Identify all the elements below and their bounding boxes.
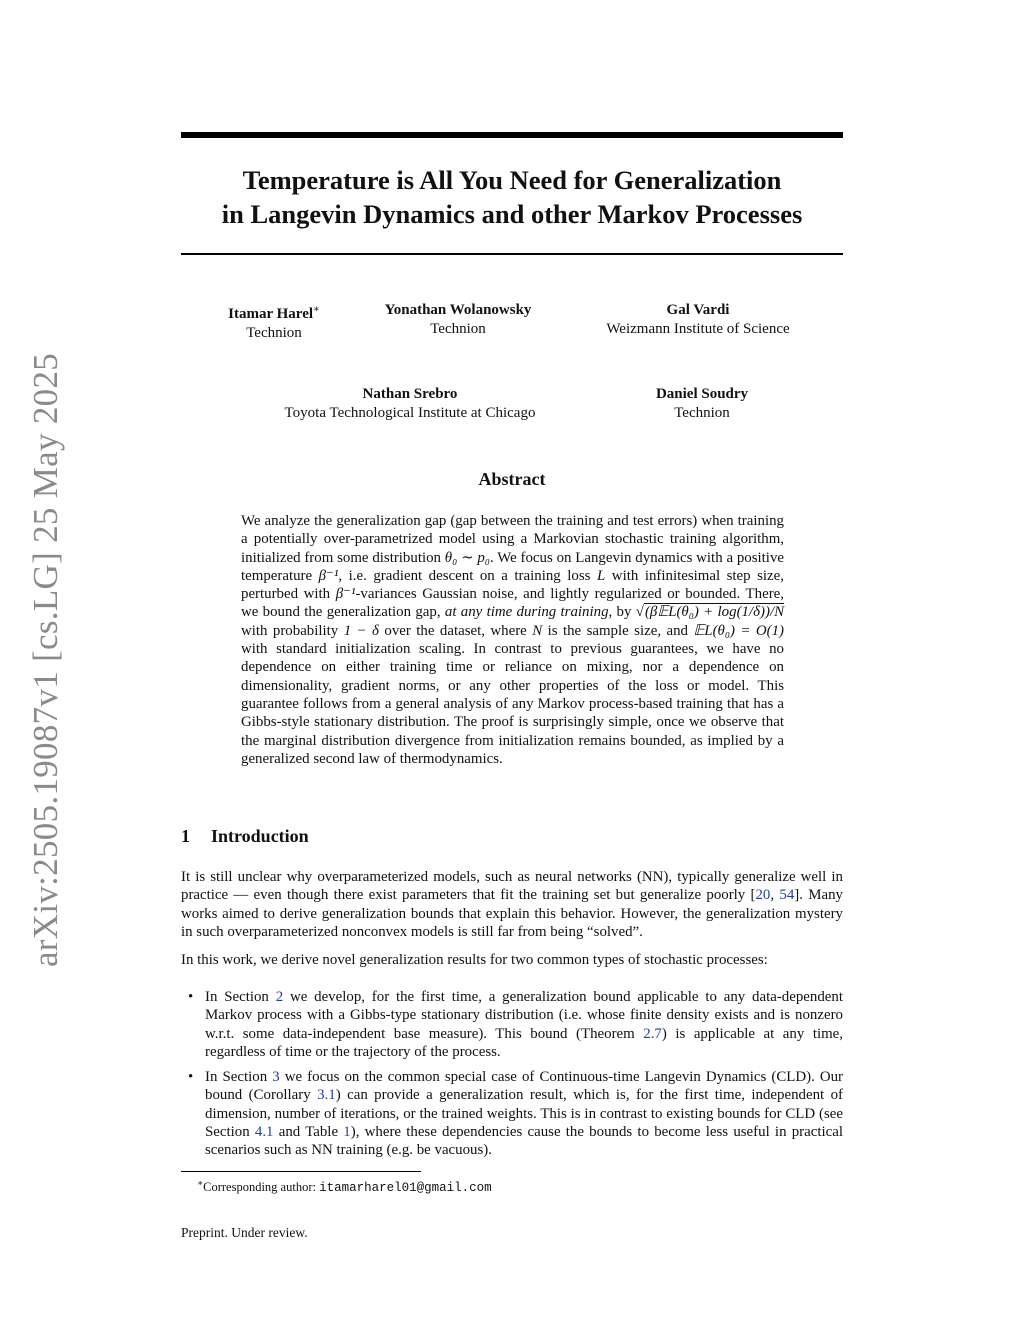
author-5 (640, 385, 764, 422)
abstract-text: , by (608, 604, 636, 621)
list-item-text: we focus on the common special case of Continuous-time Langevin Dynamics (CLD). Our bound (Corollary (205, 1069, 844, 1104)
list-item-text: we develop, for the first time, a generalization bound applicable to any data-dependent Markov process with a Gibbs-type stationary distribution (i.e. whose finite density exists and is nonzero w.r.t. some data-independent base measure). This bound (Theorem (205, 989, 843, 1042)
abstract-text: with probability (241, 622, 344, 639)
list-item-text: ) is applicable at any time, regardless of time or the trajectory of the process. (205, 1025, 844, 1060)
author-name: Itamar Harel (228, 306, 314, 322)
author-affiliation: Technion (674, 404, 730, 421)
author-2 (368, 301, 548, 338)
abstract-text: with standard initialization scaling. In contrast to previous guarantees, we have no dependence on either training time or reliance on mixing, nor a dependence on dimensionality, gradient norms, or any other properties of the loss or model. This guarantee follows from a general analysis of any Markov process-based training that has a Gibbs-style stationary distribution. The proof is surprisingly simple, once we observe that the marginal distribution divergence from initialization remains bounded, as implied by a generalized second law of thermodynamics. (241, 641, 784, 767)
citation-link[interactable]: 20 (755, 887, 771, 904)
list-item-text: and Table (273, 1124, 344, 1141)
citation-link[interactable]: 54 (779, 887, 795, 904)
author-4 (262, 385, 558, 422)
author-affiliation: Technion (246, 324, 302, 341)
abstract-math: L (596, 567, 606, 584)
title-top-rule (181, 132, 843, 138)
paper-title (181, 163, 843, 231)
theorem-ref-link[interactable]: 2.7 (643, 1025, 662, 1042)
abstract-emphasis: at any time during training (444, 604, 609, 621)
preprint-note: Preprint. Under review. (181, 1225, 308, 1240)
abstract-math: 𝔼L(θ₀) = O(1) (693, 622, 784, 639)
section-ref-link[interactable]: 4.1 (254, 1124, 274, 1141)
footnote-mark: ∗ (197, 1178, 204, 1188)
title-line-2: in Langevin Dynamics and other Markov Processes (221, 199, 803, 229)
abstract-text: . We focus on Langevin dynamics with a positive temperature (241, 549, 784, 584)
author-name: Yonathan Wolanowsky (384, 302, 532, 318)
sqrt-symbol: √ (635, 604, 644, 621)
contribution-list (181, 988, 843, 1167)
list-item-text: In Section (205, 989, 276, 1005)
abstract-text: with infinitesimal step size, perturbed with (241, 567, 785, 603)
section-ref-link[interactable]: 3 (272, 1069, 280, 1086)
table-ref-link[interactable]: 1 (343, 1124, 351, 1141)
abstract-math: 1 − δ (343, 622, 379, 639)
author-affiliation: Technion (430, 320, 486, 337)
abstract-math: θ₀ ∼ p₀ (444, 549, 490, 566)
abstract-text: , i.e. gradient descent on a training loss (338, 567, 597, 584)
paragraph-text: It is still unclear why overparameterized models, such as neural networks (NN), typically generalize well in practice — even though there exist parameters that fit the training set but generalize poorly [ (181, 869, 843, 904)
footnote-text: Corresponding author: (203, 1180, 320, 1195)
footnote-rule (181, 1171, 421, 1172)
email-link[interactable]: itamarharel01@gmail.com (319, 1181, 492, 1196)
arxiv-identifier: arXiv:2505.19087v1 [cs.LG] 25 May 2025 (26, 352, 65, 968)
list-item (181, 1068, 843, 1159)
author-3 (590, 301, 806, 338)
author-1 (218, 301, 330, 342)
bullet-icon: • (188, 1069, 194, 1086)
corollary-ref-link[interactable]: 3.1 (317, 1087, 336, 1104)
list-item-text: In Section (205, 1069, 273, 1086)
section-heading-introduction (181, 826, 309, 847)
citation-separator: , (770, 887, 780, 904)
title-bottom-rule (181, 253, 843, 255)
section-ref-link[interactable]: 2 (275, 989, 284, 1005)
paragraph-text: ]. Many works aimed to derive generalization bounds that explain this behavior. However, the generalization mystery in such overparameterized nonconvex models is still far from being “solved”. (181, 887, 843, 940)
title-line-1: Temperature is All You Need for Generalization (242, 165, 782, 195)
list-item-text: ) can provide a generalization result, which is, for the first time, independent of dimension, number of iterations, or the trained weights. This is in contrast to existing bounds for CLD (see Section (205, 1087, 843, 1141)
author-name: Nathan Srebro (362, 386, 458, 402)
footnote (197, 1176, 492, 1196)
list-item (181, 988, 843, 1061)
abstract-text: -variances Gaussian noise, and lightly regularized or bounded. There, we bound the generalization gap, (241, 586, 784, 621)
intro-paragraph-1 (181, 868, 843, 941)
author-name: Gal Vardi (666, 302, 730, 318)
author-footnote-mark: ∗ (313, 304, 320, 315)
section-title: Introduction (211, 826, 309, 846)
intro-paragraph-2: In this work, we derive novel generalization results for two common types of stochastic processes: (181, 952, 768, 968)
abstract-text: over the dataset, where (378, 622, 533, 639)
author-affiliation: Toyota Technological Institute at Chicago (284, 404, 536, 421)
author-name: Daniel Soudry (655, 386, 749, 402)
abstract-body (241, 512, 784, 768)
abstract-text: We analyze the generalization gap (gap between the training and test errors) when training a potentially over-parametrized model using a Markovian stochastic training algorithm, initialized from some distribution (241, 513, 784, 566)
abstract-heading: Abstract (478, 469, 546, 489)
list-item-text: ), where these dependencies cause the bounds to become less useful in practical scenarios such as NN training (e.g. be vacuous). (205, 1124, 843, 1159)
abstract-math: β⁻¹ (335, 586, 356, 603)
abstract-math: N (532, 622, 543, 639)
bullet-icon: • (188, 989, 194, 1005)
abstract-math: (β𝔼L(θ₀) + log(1/δ))/N (644, 604, 785, 621)
author-affiliation: Weizmann Institute of Science (606, 320, 790, 337)
abstract-math: β⁻¹ (318, 567, 339, 584)
abstract-text: is the sample size, and (542, 622, 694, 639)
section-number: 1 (181, 826, 190, 846)
